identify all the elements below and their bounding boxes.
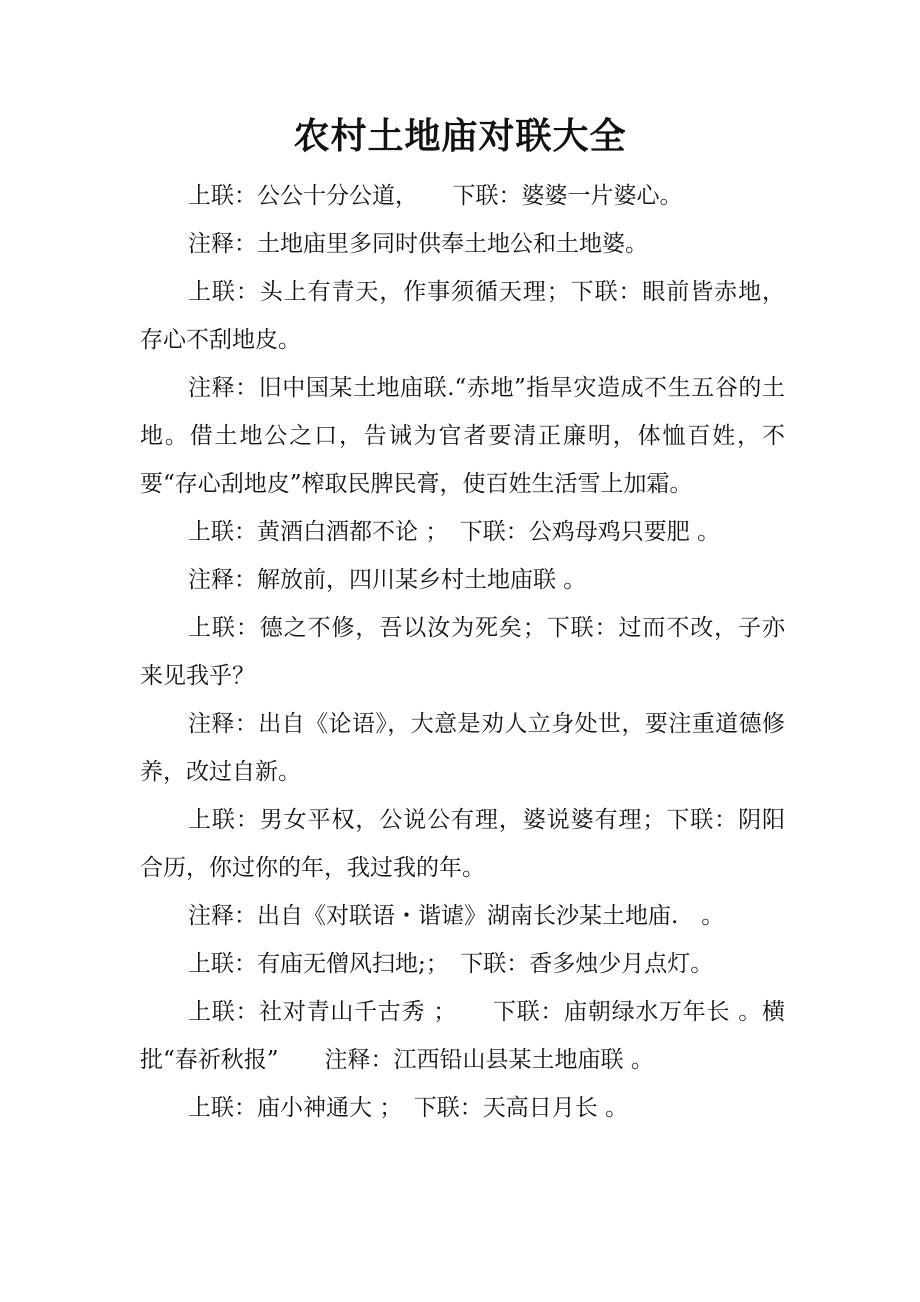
document-title: 农村土地庙对联大全 bbox=[293, 115, 627, 157]
paragraph: 上联：有庙无僧风扫地;； 下联：香多烛少月点灯。 bbox=[188, 951, 714, 977]
paragraph: 上联：黄酒白酒都不论 ； 下联：公鸡母鸡只要肥 。 bbox=[188, 519, 721, 545]
paragraph: 注释：旧中国某土地庙联.“赤地”指旱灾造成不生五谷的土地。借土地公之口，告诫为官者要清正廉明，体恤百姓，不要“存心刮地皮”榨取民脾民膏，使百姓生活雪上加霜。 bbox=[140, 375, 785, 497]
paragraph: 注释：解放前，四川某乡村土地庙联 。 bbox=[188, 567, 587, 593]
paragraph: 上联：公公十分公道， 下联：婆婆一片婆心。 bbox=[188, 183, 683, 209]
paragraph: 上联：男女平权，公说公有理，婆说婆有理；下联：阴阳合历，你过你的年，我过我的年。 bbox=[140, 807, 785, 881]
paragraph: 注释：出自《论语》，大意是劝人立身处世，要注重道德修养，改过自新。 bbox=[140, 711, 785, 785]
paragraph: 上联：庙小神通大 ； 下联：天高日月长 。 bbox=[188, 1095, 629, 1121]
paragraph: 上联：德之不修，吾以汝为死矣；下联：过而不改，子亦来见我乎？ bbox=[140, 615, 785, 689]
paragraph: 上联：社对青山千古秀 ； 下联：庙朝绿水万年长 。横批“春祈秋报” 注释：江西铅山县某土地庙联 。 bbox=[140, 999, 785, 1073]
paragraph: 注释：土地庙里多同时供奉土地公和土地婆。 bbox=[188, 231, 648, 257]
paragraph: 上联：头上有青天，作事须循天理；下联：眼前皆赤地，存心不刮地皮。 bbox=[140, 279, 785, 353]
paragraph: 注释：出自《对联语・谐谑》湖南长沙某土地庙. 。 bbox=[188, 903, 725, 929]
document-body bbox=[140, 172, 785, 1132]
